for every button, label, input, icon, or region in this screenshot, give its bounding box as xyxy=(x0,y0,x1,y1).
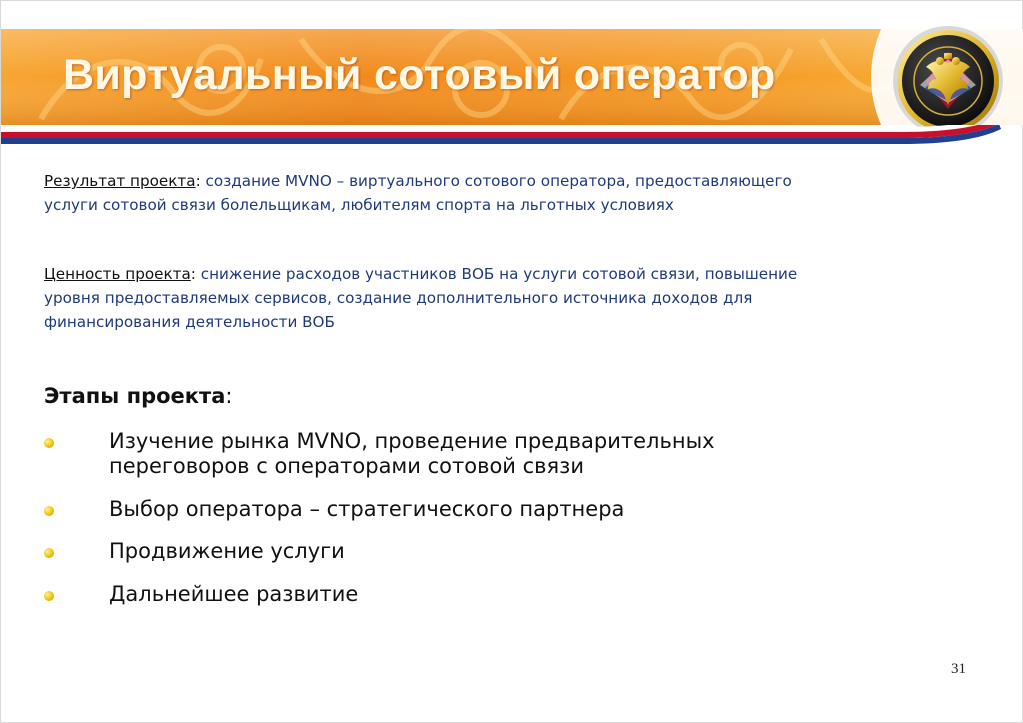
stage-item: Изучение рынка MVNO, проведение предварительных переговоров с операторами сотовой связи xyxy=(109,429,715,478)
gold-dot-bullet-icon xyxy=(44,506,54,516)
slide-title: Виртуальный сотовый оператор xyxy=(63,51,776,99)
stages-heading xyxy=(44,384,232,408)
russian-double-headed-eagle-emblem-icon xyxy=(890,23,1006,139)
project-result-label: Результат проекта xyxy=(44,172,196,190)
stage-item: Дальнейшее развитие xyxy=(109,582,359,606)
gold-dot-bullet-icon xyxy=(44,591,54,601)
project-value-colon: : xyxy=(190,265,196,283)
project-result-paragraph xyxy=(44,169,814,217)
tricolor-stripes xyxy=(1,125,1023,149)
project-value-text: снижение расходов участников ВОБ на услуги сотовой связи, повышение уровня предоставляемых сервисов, создание дополнительного источника доходов для финансирования деятельности ВОБ xyxy=(44,265,798,331)
gold-dot-bullet-icon xyxy=(44,438,54,448)
project-result-text: создание MVNO – виртуального сотового оператора, предоставляющего услуги сотовой связи болельщикам, любителям спорта на льготных условиях xyxy=(44,172,792,214)
project-value-label: Ценность проекта xyxy=(44,265,191,283)
gold-dot-bullet-icon xyxy=(44,548,54,558)
project-result-colon: : xyxy=(195,172,201,190)
stages-heading-text: Этапы проекта xyxy=(44,384,226,408)
project-value-paragraph xyxy=(44,262,814,334)
page-number: 31 xyxy=(951,661,966,677)
stages-heading-colon: : xyxy=(225,384,233,408)
stage-item: Выбор оператора – стратегического партнера xyxy=(109,497,625,521)
stage-item: Продвижение услуги xyxy=(109,539,345,563)
